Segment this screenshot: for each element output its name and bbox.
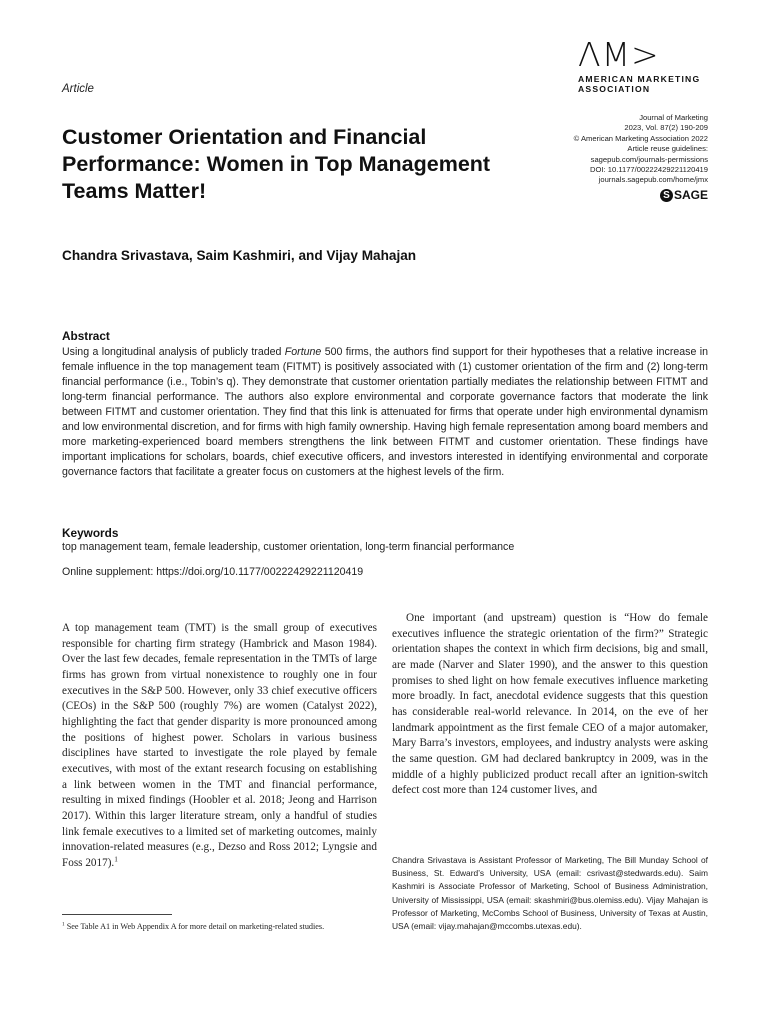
abstract-text-part2: 500 firms, the authors find support for their hypotheses that a relative increase in female influence in the top management team (FITMT) is positively associated with (1) customer orientation of the firm and (2) long-term financial performance (i.e., Tobin’s q). They demonstrate that customer orientation partially mediates the relationship between FITMT and long-term financial performance. The authors also explore environmental and corporate governance factors that moderate the link between FITMT and customer orientation. They find that this link is attenuated for firms that operate under high environmental dynamism and low environmental discretion, and for firms with high family ownership. Having high female representation among board members and more marketing-experienced board members strengthens the link between FITMT and customer orientation. These findings have important implications for scholars, boards, chief executive officers, and investors interested in identifying environmental and corporate governance factors that facilitate a greater focus on customers at the highest levels of the firm.	[62, 346, 708, 478]
sage-logo	[660, 189, 708, 202]
footnote-number: 1	[62, 921, 65, 928]
footnote	[62, 921, 377, 932]
sage-logo-mark: S	[660, 189, 673, 202]
ama-logo	[578, 35, 710, 94]
keywords-heading: Keywords	[62, 526, 119, 540]
author-affiliations: Chandra Srivastava is Assistant Professor of Marketing, The Bill Munday School of Business, St. Edward’s University, USA (email: csrivast@stedwards.edu). Saim Kashmiri is Associate Professor of Marketing, School of Business Administration, University of Mississippi, USA (email: skashmiri@bus.olemiss.edu). Vijay Mahajan is Professor of Marketing, McCombs School of Business, University of Texas at Austin, USA (email: vijay.mahajan@mccombs.utexas.edu).	[392, 855, 708, 932]
author-list: Chandra Srivastava, Saim Kashmiri, and Vijay Mahajan	[62, 248, 417, 263]
journal-volume: 2023, Vol. 87(2) 190-209	[624, 123, 708, 133]
copyright-line: © American Marketing Association 2022	[573, 133, 708, 143]
ama-name-line2: ASSOCIATION	[578, 84, 651, 94]
sage-logo-text: SAGE	[673, 188, 708, 203]
abstract-heading: Abstract	[62, 329, 110, 343]
ama-logo-mark: ΛM>	[578, 35, 660, 74]
article-type-label: Article	[62, 83, 94, 95]
journal-name: Journal of Marketing	[639, 113, 708, 122]
abstract-text	[62, 345, 708, 480]
article-title: Customer Orientation and Financial Performance: Women in Top Management Teams Matter!	[62, 125, 491, 203]
ama-logo-name	[578, 74, 710, 94]
footnote-ref[interactable]: 1	[114, 855, 118, 864]
abstract-text-part1: Using a longitudinal analysis of publicly traded	[62, 346, 285, 358]
reuse-guidelines-label: Article reuse guidelines:	[627, 144, 708, 154]
body-left-text: A top management team (TMT) is the small group of executives responsible for charting firm strategy (Hambrick and Mason 1984). Over the last few decades, female representation in the TMTs of large firms has grown from virtual nonexistence to roughly one in four executives in the S&P 500. However, only 33 chief executive officers (CEOs) in the S&P 500 (roughly 7%) are women (Catalyst 2022), highlighting the fact that gender disparity is more pronounced among the positions of highest power. Scholars in various business disciplines have started to investigate the role played by female executives, with most of the extant research focusing on establishing a link between women in the TMT and financial performance, resulting in mixed findings (Hoobler et al. 2018; Jeong and Harrison 2017). Within this larger literature stream, only a handful of studies link female executives to a limited set of marketing outcomes, mainly innovation-related measures (e.g., Dezso and Ross 2012; Lyngsie and Foss 2017).	[62, 622, 377, 869]
footnote-text: See Table A1 in Web Appendix A for more detail on marketing-related studies.	[64, 922, 325, 931]
footnote-divider	[62, 914, 172, 915]
online-supplement-link[interactable]: Online supplement: https://doi.org/10.1177/00222429221120419	[62, 566, 364, 578]
doi-line[interactable]: DOI: 10.1177/00222429221120419	[590, 165, 708, 175]
body-right-column: One important (and upstream) question is “How do female executives influence the strategic orientation of the firm?” Strategic orientation shapes the context in which firm decisions, big and small, are made (Narver and Slater 1990), and the answer to this question promises to shed light on how female executives influence marketing more broadly. In fact, anecdotal evidence suggests that this question has considerable real-world relevance. In 2014, on the eve of her landmark appointment as the first female CEO of a major automaker, Mary Barra’s investors, employees, and industry analysts were asking the same question. GM had declared bankruptcy in 2009, was in the middle of a highly publicized product recall after an ignition-switch defect cost more than 124 customer lives, and	[392, 612, 708, 797]
keywords-text: top management team, female leadership, customer orientation, long-term financial performance	[62, 541, 515, 553]
ama-name-line1: AMERICAN MARKETING	[578, 74, 701, 84]
abstract-fortune-italic: Fortune	[284, 346, 322, 358]
permissions-link[interactable]: sagepub.com/journals-permissions	[590, 154, 708, 164]
body-left-column	[62, 621, 377, 872]
journal-homepage-link[interactable]: journals.sagepub.com/home/jmx	[598, 175, 708, 185]
